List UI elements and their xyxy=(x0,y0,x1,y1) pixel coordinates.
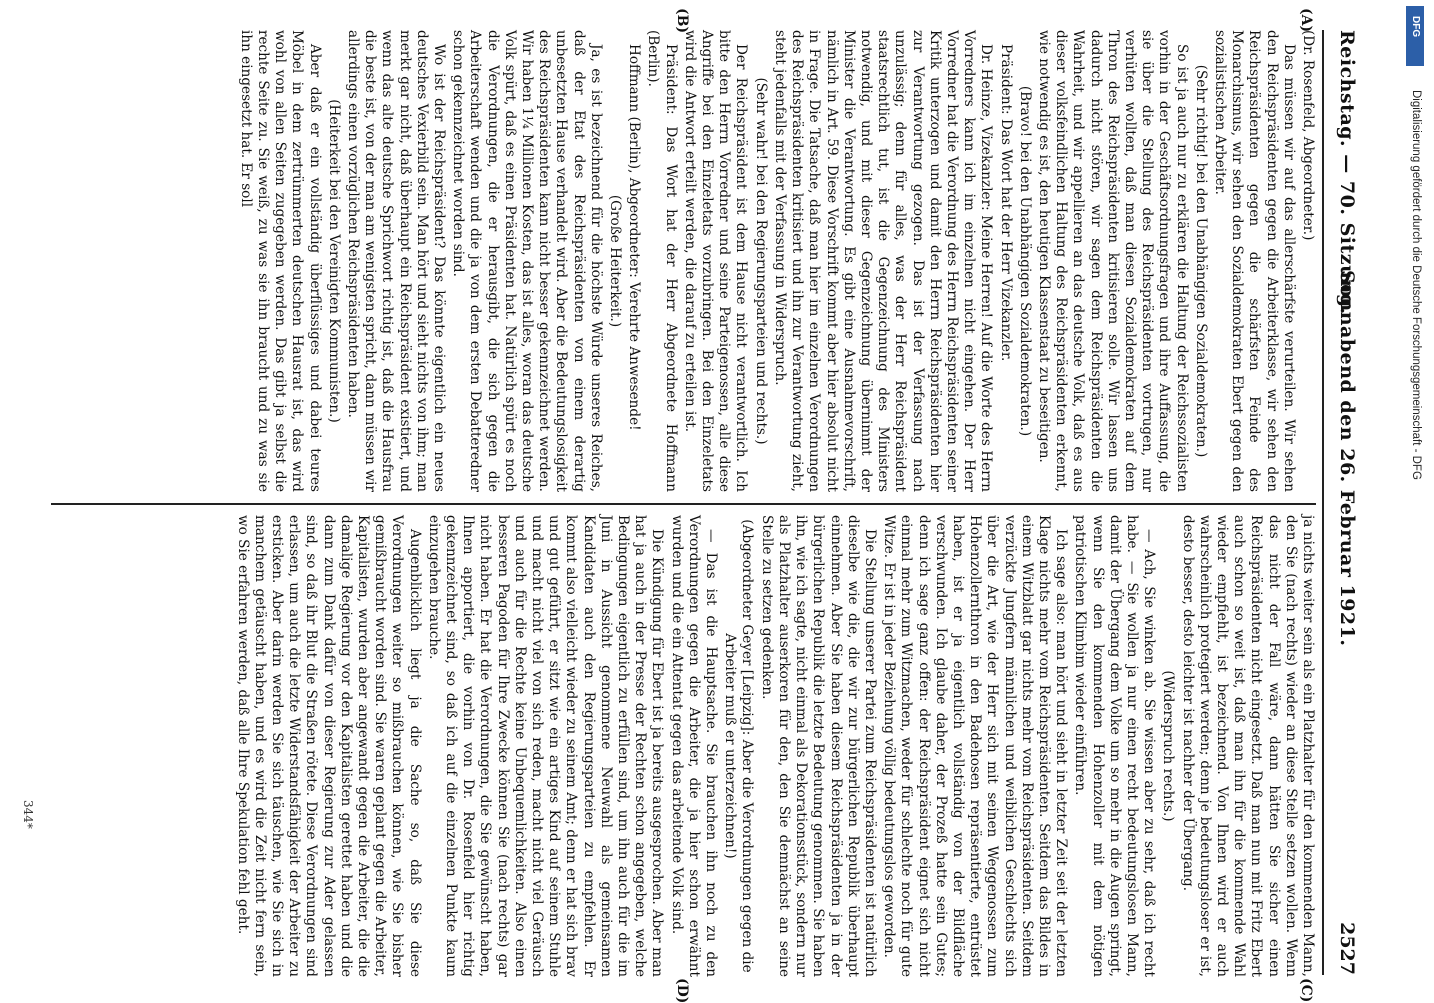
paragraph: Die Kündigung für Ebert ist ja bereits ausgesprochen. Aber man hat ja auch in der Presse der Rechten schon angegeben, welche Bedingungen eigentlich zu erfüllen sind, um ihn auch für die im Juni in Aussicht genommene Neuwahl als gemeinsamen Kandidaten auch den Regierungsparteien zu empfehlen. Er kommt also vielleicht wieder zu seinem Amt; denn er hat sich brav und gut geführt, er sitzt wie ein artiges Kind auf seinem Stuhle und macht nicht viel von sich reden, macht nicht viel Geräusch und auch für die Rechte keine Unbequemlichkeiten. Also einen besseren Pagoden für Ihre Zwecke können Sie (nach rechts) gar nicht haben. Er hat die Verordnungen, die Sie gewünscht haben, Ihnen apportiert, die vorhin von Dr. Rosenfeld hier richtig gekennzeichnet sind, so daß ich auf die einzelnen Punkte kaum einzugehen brauche. xyxy=(425,515,666,977)
header-session: Reichstag. — 70. Sitzung. xyxy=(1336,30,1358,315)
interjection: (Bravo! bei den Unabhängigen Sozialdemokraten.) xyxy=(1016,85,1033,437)
paragraph: Wo ist der Reichspräsident? Das könnte eigentlich ein neues deutsches Vexierbild sein. Man hört und sieht nichts von ihm; man merkt gar nicht, daß überhaupt ein Reichspräsident existiert, und wenn das alte deutsche Sprichwort richtig ist, daß die Hausfrau die beste ist, von der man am wenigsten spricht, dann müssen wir allerdings einen vorzüglichen Reichspräsidenten haben. xyxy=(345,30,448,492)
right-column xyxy=(51,515,1316,977)
digitization-note xyxy=(1400,90,1420,910)
paragraph: Ja, es ist bezeichnend für die höchste Würde unseres Reiches, daß der Etat des Reichspräsidenten von einem derartig unbesetzten Hause verhandelt wird. Aber die Bedeutungslosigkeit des Reichspräsidenten kann nicht besser gekennzeichnet werden. Wir haben 1¼ Millionen Kosten, das ist alles, woran das deutsche Volk spürt, daß es einen Präsidenten hat. Natürlich spürt es noch die Verordnungen, die er herausgibt, die sich gegen die Arbeiterschaft wenden und die ja von dem ersten Debatteredner schon gekennzeichnet worden sind. xyxy=(450,30,604,492)
speaker-paragraph: Präsident: Das Wort hat der Herr Vizekanzler. xyxy=(997,44,1014,362)
dfg-logo-text: DFG xyxy=(1410,16,1421,38)
speaker-paragraph: Hoffmann (Berlin), Abgeordneter: Verehrte Anwesende! xyxy=(626,44,643,431)
interjection: (Widerspruch rechts.) xyxy=(1160,670,1177,822)
paragraph: — Ach, Sie winken ab. Sie wissen aber zu sehr, daß ich recht habe. — Sie wollen ja nur einen recht bedeutungslosen Mann, damit der Übergang dem Volke um so mehr in die Augen springt, wenn Sie den kommenden Hohenzoller mit dem nötigen patriotischen Klimbim wieder einführen. xyxy=(1072,515,1158,977)
interjection: (Sehr richtig! bei den Unabhängigen Sozialdemokraten.) xyxy=(1192,64,1209,458)
page-header xyxy=(1326,30,1366,975)
page-number: 2527 xyxy=(1336,922,1358,975)
paragraph: So ist ja auch nur zu erklären die Haltung der Reichssozialisten vorhin in der Geschäftsordnungsfragen und ihre Auffassung, die sie über die Stellung des Reichspräsidenten vortrugen, nur verhüten wollten, daß man diesen Sozialdemokraten auf dem Thron des Reichspräsidenten kritisieren solle. Wir lassen uns dadurch nicht stören, wir sagen dem Reichspräsidenten die Wahrheit, und wir appellieren an das deutsche Volk, daß es aus dieser volksfeindlichen Haltung des Reichspräsidenten erkennt, wie notwendig es ist, den heutigen Klassenstaat zu beseitigen. xyxy=(1035,30,1190,492)
paragraph: Augenblicklich liegt ja die Sache so, daß Sie diese Verordnungen weiter so mißbrauchen können, wie Sie bisher gemißbraucht worden sind. Sie waren geplant gegen die Arbeiter, Kapitalisten, wurden aber angewandt gegen die Arbeiter, die die damalige Regierung vor den Kapitalisten gerettet haben und die dann zum Dank dafür von dieser Regierung zur Ader gelassen sind, so daß ihr Blut die Straßen rötete. Diese Verordnungen sind erlassen, um auch die letzte Widerstandsfähigkeit der Arbeiter zu ersticken. Aber darin werden Sie sich täuschen, wie Sie sich in manchem getäuscht haben, und es wird die Zeit nicht fern sein, wo Sie erfahren werden, daß alle Ihre Spekulation fehl geht. xyxy=(234,515,423,977)
margin-marker-b: (B) xyxy=(674,8,690,34)
speaker-paragraph: Präsident: Das Wort hat der Herr Abgeordnete Hoffmann (Berlin). xyxy=(645,30,679,492)
interjection: (Große Heiterkeit.) xyxy=(607,194,624,328)
digitization-note-text: Digitalisierung gefördert durch die Deutsche Forschungsgemeinschaft - DFG xyxy=(1410,90,1422,480)
dfg-logo xyxy=(1406,6,1424,66)
header-date: Sonnabend den 26. Februar 1921. xyxy=(1336,270,1358,647)
paragraph: Ich sage also: man hört und sieht in letzter Zeit seit der letzten Klage nichts mehr vom Reichspräsidenten. Seitdem das Bildes in einem Witzblatt gar nichts mehr vom Reichspräsidenten. Seitdem verzückte Jungfern männlichen und weiblichen Geschlechts sich über die Art, wie der Herr sich mit seinen Weggenossen zum Hohenzollernthron in den Badehosen repräsentierte, entrüstet haben, ist er ja eigentlich vollständig von der Bildfläche verschwunden. Ich glaube daher, der Prozeß hatte sein Gutes; denn ich sage ganz offen: der Reichspräsident eignet sich nicht einmal mehr zum Witzmachen, weder für schlechte noch für gute Witze. Er ist in jeder Beziehung völlig bedeutungslos geworden. xyxy=(881,515,1070,977)
archive-stamp: 344* xyxy=(21,800,35,829)
paragraph: Die Stellung unserer Partei zum Reichspräsidenten ist natürlich dieselbe wie die, die wir zur bürgerlichen Republik überhaupt einnehmen. Aber Sie haben diesem Reichspräsidenten ja in der bürgerlichen Republik die letzte Bedeutung genommen. Sie haben ihn, wie ich sagte, nicht einmal als Dekorationsstück, sondern nur als Platzhalter auserkoren für den, den Sie demnächst an seine Stelle zu setzen gedenken. xyxy=(758,515,878,977)
margin-marker-d: (D) xyxy=(674,978,690,1003)
left-column xyxy=(237,30,1316,492)
interjection: (Abgeordneter Geyer [Leipzig]: Aber die Verordnungen gegen die Arbeiter muß er unterzeichnen!) xyxy=(722,519,756,973)
paragraph: Der Reichspräsident ist dem Hause nicht verantwortlich. Ich bitte den Herrn Vorredner und seine Parteigenossen, alle diese Angriffe bei den Einzeletats vorzubringen. Bei den Einzeletats wird die Antwort erteilt werden, die darauf zu erteilen ist. xyxy=(681,30,750,492)
margin-marker-a: (A) xyxy=(1298,8,1314,33)
paragraph: — Das ist die Hauptsache. Sie brauchen ihn noch zu den Verordnungen gegen die Arbeiter, die ja hier schon erwähnt wurden und die ein Attentat gegen das arbeitende Volk sind. xyxy=(668,515,720,977)
interjection: (Sehr wahr! bei den Regierungsparteien und rechts.) xyxy=(752,77,769,445)
paragraph: (Dr. Rosenfeld, Abgeordneter.) xyxy=(1300,30,1316,241)
paragraph: ja nichts weiter sein als ein Platzhalter für den kommenden Mann, den Sie (nach rechts) wieder an diese Stelle setzen wollen. Wenn das nicht der Fall wäre, dann hätten Sie sicher einen Reichspräsidenten nicht eingesetzt. Daß man nun mit Fritz Ebert auch schon so weit ist, daß man ihn für die kommende Wahl wieder empfiehlt, ist bezeichnend. Von Ihnen wird er auch wahrscheinlich protegiert werden; denn je bedeutungsloser er ist, desto besser, desto leichter ist nachher der Übergang. xyxy=(1179,515,1316,977)
paragraph: Das müssen wir auf das allerschärfste verurteilen. Wir sehen den Reichspräsidenten gegen die Arbeiterklasse, wir sehen den Reichspräsidenten gegen die schärfsten Feinde des Monarchismus, wir sehen den Sozialdemokraten Ebert gegen den sozialistischen Arbeiter. xyxy=(1211,30,1297,492)
header-rule xyxy=(1322,30,1324,975)
speaker-paragraph: Dr. Heinze, Vizekanzler: Meine Herren! Auf die Worte des Herrn Vorredners kann ich im einzelnen nicht eingehen. Der Herr Vorredner hat die Verordnung des Herrn Reichspräsidenten seiner Kritik unterzogen und damit den Herrn Reichspräsidenten hier zur Verantwortung gezogen. Das ist der Verfassung nach unzulässig; denn für alles, was der Herr Reichspräsident staatsrechtlich tut, ist die Gegenzeichnung des Ministers notwendig, und mit dieser Gegenzeichnung übernimmt der Minister die Verantwortung. Es gibt eine Ausnahmevorschrift, nämlich in Art. 59. Diese Vorschrift kommt aber hier absolut nicht in Frage. Die Tatsache, daß man hier im einzelnen Verordnungen des Reichspräsidenten kritisiert und ihn zur Verantwortung zieht, steht jedenfalls mit der Verfassung in Widerspruch. xyxy=(771,30,995,492)
interjection: (Heiterkeit bei den Vereinigten Kommunisten.) xyxy=(325,99,342,423)
column-separator xyxy=(51,503,1316,505)
paragraph: Aber daß er ein vollständig überflüssiges und dabei teures Möbel in dem zertrümmerten deutschen Hausrat ist, das wird wohl von allen Seiten zugegeben werden. Das gibt ja selbst die rechte Seite zu. Sie weiß, zu was sie ihn braucht und zu was sie ihn eingesetzt hat. Er soll xyxy=(237,30,323,492)
margin-marker-c: (C) xyxy=(1298,978,1314,1003)
